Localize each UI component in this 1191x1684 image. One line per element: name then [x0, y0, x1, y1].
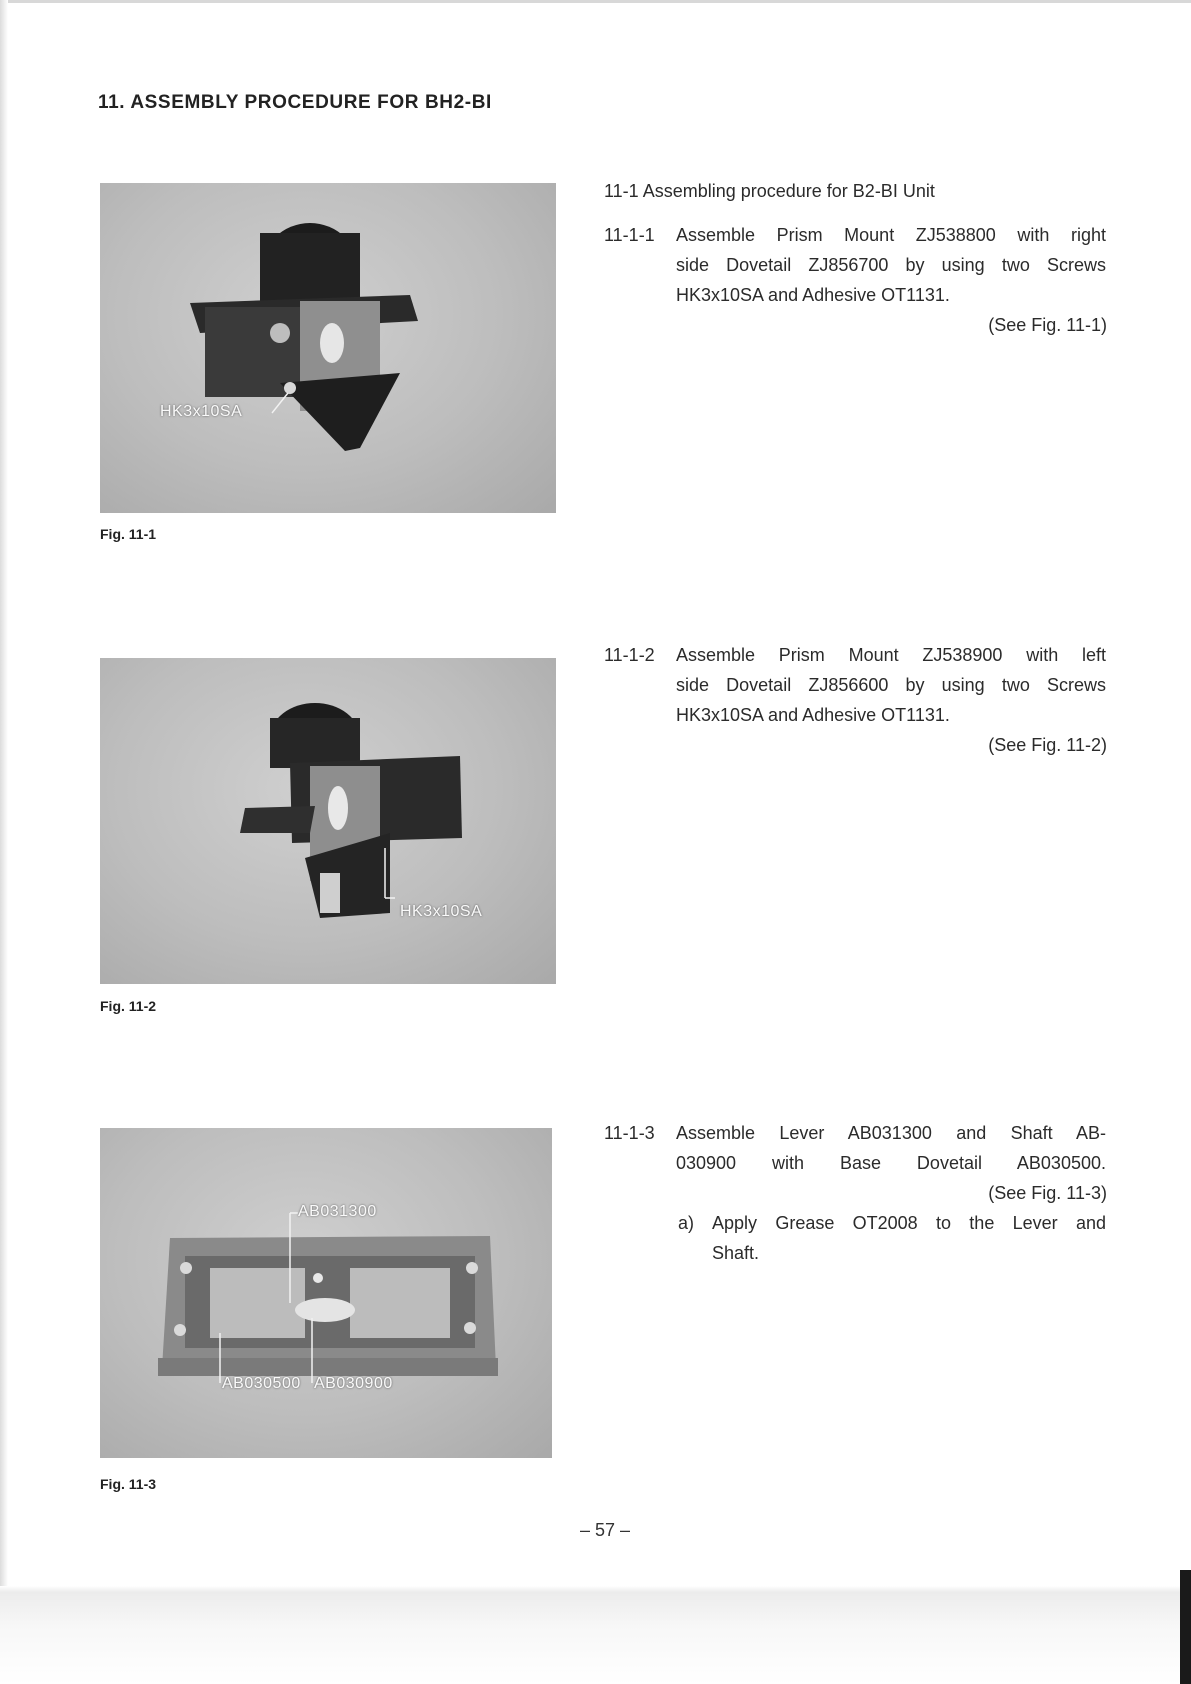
page-edge-right: [1180, 1570, 1191, 1684]
callout-hk3x10sa: HK3x10SA: [160, 403, 243, 420]
step-line: HK3x10SA and Adhesive OT1131.: [676, 705, 950, 725]
callout-hk3x10sa-2: HK3x10SA: [400, 903, 483, 920]
step-number: 11-1-1: [604, 225, 655, 245]
page-title: 11. ASSEMBLY PROCEDURE FOR BH2-BI: [98, 92, 492, 113]
page-number: – 57 –: [580, 1520, 631, 1540]
page-edge-bottom: [0, 1586, 1191, 1684]
callout-ab030500: AB030500: [222, 1375, 301, 1392]
step-line: Assemble Lever AB031300 and Shaft AB-: [676, 1123, 1106, 1143]
callout-ab031300: AB031300: [298, 1203, 377, 1220]
figure-11-3-caption: Fig. 11-3: [100, 1476, 157, 1492]
page-edge-left: [0, 0, 8, 1684]
prism-mount-left-illustration: [100, 658, 556, 984]
step-line: 030900 with Base Dovetail AB030500.: [676, 1153, 1106, 1173]
see-figure-reference: (See Fig. 11-3): [988, 1183, 1107, 1203]
base-dovetail-illustration: [100, 1128, 552, 1458]
prism-mount-right-illustration: [100, 183, 556, 513]
substep-line: Shaft.: [712, 1243, 760, 1263]
substep-label: a): [678, 1213, 695, 1233]
step-line: HK3x10SA and Adhesive OT1131.: [676, 285, 950, 305]
step-line: Assemble Prism Mount ZJ538900 with left: [676, 645, 1106, 665]
see-figure-reference: (See Fig. 11-1): [988, 315, 1107, 335]
see-figure-reference: (See Fig. 11-2): [988, 735, 1107, 755]
step-number: 11-1-2: [604, 645, 655, 665]
step-line: Assemble Prism Mount ZJ538800 with right: [676, 225, 1106, 245]
step-line: side Dovetail ZJ856600 by using two Screws: [676, 675, 1106, 695]
section-heading: 11-1 Assembling procedure for B2-BI Unit: [604, 181, 935, 201]
step-line: side Dovetail ZJ856700 by using two Screws: [676, 255, 1106, 275]
page-edge-top: [0, 0, 1191, 3]
figure-11-1-caption: Fig. 11-1: [100, 526, 157, 542]
figure-11-3-photo: [100, 1128, 552, 1458]
figure-11-1-photo: [100, 183, 556, 513]
step-number: 11-1-3: [604, 1123, 655, 1143]
callout-ab030900: AB030900: [314, 1375, 393, 1392]
figure-11-2-photo: [100, 658, 556, 984]
substep-line: Apply Grease OT2008 to the Lever and: [712, 1213, 1106, 1233]
figure-11-2-caption: Fig. 11-2: [100, 998, 157, 1014]
